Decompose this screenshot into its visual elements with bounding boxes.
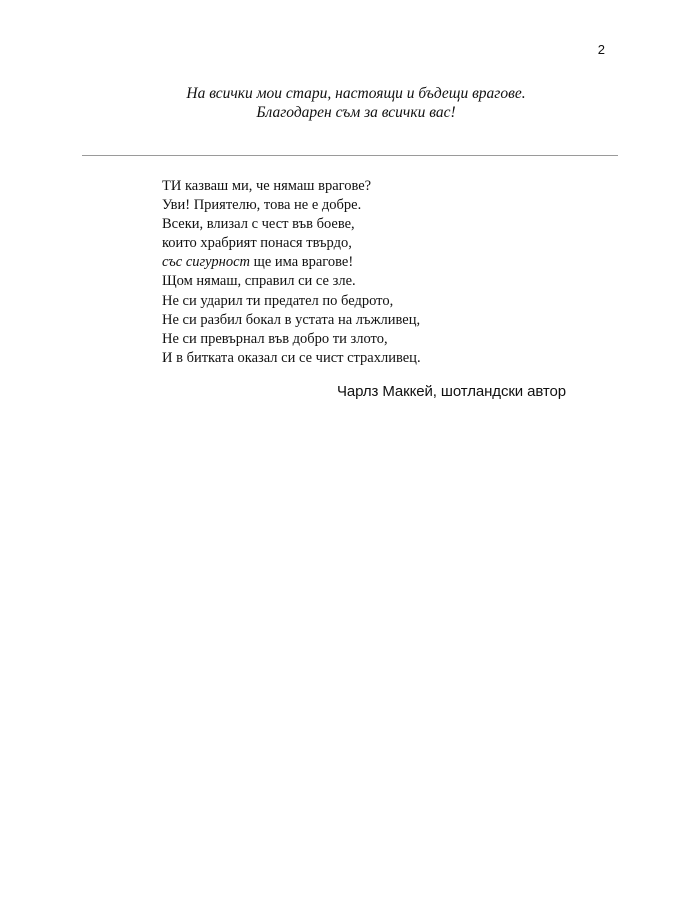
poem-line: Не си разбил бокал в устата на лъжливец,: [162, 311, 421, 328]
poem-emphasis: със сигурност: [162, 254, 251, 271]
horizontal-divider: [82, 155, 618, 156]
poem-line: Не си превърнал във добро ти злото,: [162, 330, 388, 347]
author-signature: Чарлз Маккей, шотландски автор: [337, 383, 567, 400]
dedication-line: На всички мои стари, настоящи и бъдещи врагове.: [186, 85, 526, 102]
poem-line: И в битката оказал си се чист страхливец.: [162, 349, 421, 366]
poem-line: ТИ казваш ми, че нямаш врагове?: [162, 178, 372, 194]
page-number: 2: [597, 42, 605, 57]
poem-line: които храбрият понася твърдо,: [162, 235, 352, 252]
dedication: [0, 84, 700, 122]
poem-line: [162, 253, 421, 272]
poem-line: Всеки, влизал с чест във боеве,: [162, 216, 355, 233]
poem: [162, 177, 421, 368]
dedication-line: Благодарен съм за всички вас!: [256, 104, 456, 121]
poem-line: Уви! Приятелю, това не е добре.: [162, 197, 362, 214]
poem-line: Щом нямаш, справил си се зле.: [162, 273, 356, 290]
poem-line: Не си ударил ти предател по бедрото,: [162, 292, 394, 309]
poem-line-rest: ще има врагове!: [250, 254, 354, 271]
